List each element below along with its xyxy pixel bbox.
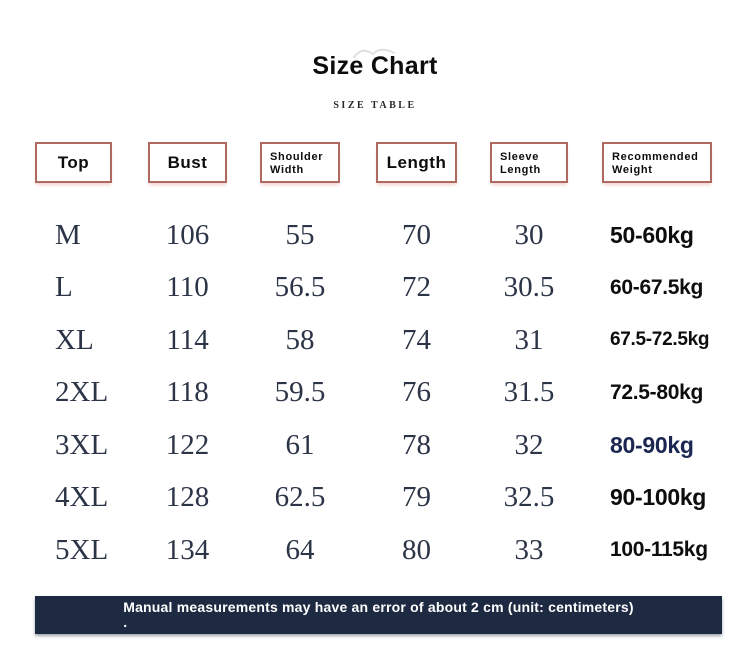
length-cell: 80 <box>402 533 431 566</box>
shoulder-width-cell: 62.5 <box>274 481 326 514</box>
weight-cell: 80-90kg <box>610 431 694 458</box>
header-box: Recommended Weight <box>602 142 712 183</box>
table-body <box>35 209 728 577</box>
shoulder-width-cell: 61 <box>285 428 315 461</box>
weight-cell: 60-67.5kg <box>610 275 704 299</box>
header-box: Shoulder Width <box>260 142 340 183</box>
sleeve-length-cell: 33 <box>514 533 544 566</box>
table-header-row <box>35 142 728 183</box>
sleeve-length-cell: 32 <box>514 428 544 461</box>
shoulder-width-cell: 58 <box>285 323 315 356</box>
bust-cell: 114 <box>166 323 209 356</box>
table-row <box>35 472 728 525</box>
length-cell: 76 <box>402 376 431 409</box>
weight-cell: 50-60kg <box>610 221 694 248</box>
weight-cell: 90-100kg <box>610 484 707 511</box>
weight-cell: 100-115kg <box>610 538 708 562</box>
size-cell: 5XL <box>55 533 109 566</box>
sleeve-length-cell: 30 <box>514 218 544 251</box>
table-row <box>35 524 728 577</box>
table-row <box>35 419 728 472</box>
page-subtitle: SIZE TABLE <box>333 100 417 111</box>
bust-cell: 118 <box>166 376 209 409</box>
header-cell <box>602 142 728 183</box>
shoulder-width-cell: 56.5 <box>274 271 326 304</box>
table-row <box>35 314 728 367</box>
length-cell: 78 <box>402 428 431 461</box>
bust-cell: 122 <box>165 428 210 461</box>
footer-note-banner <box>35 596 722 634</box>
size-cell: M <box>55 218 81 251</box>
size-cell: L <box>55 271 73 304</box>
shoulder-width-cell: 59.5 <box>274 376 326 409</box>
header-box: Sleeve Length <box>490 142 568 183</box>
header-cell <box>148 142 260 183</box>
bust-cell: 134 <box>165 533 210 566</box>
bust-cell: 128 <box>165 481 210 514</box>
size-cell: 4XL <box>55 481 109 514</box>
decorative-swoosh-icon <box>352 44 396 65</box>
bust-cell: 110 <box>166 271 209 304</box>
length-cell: 74 <box>402 323 431 356</box>
size-cell: 2XL <box>55 376 109 409</box>
length-cell: 70 <box>402 218 431 251</box>
header-cell <box>35 142 148 183</box>
table-row <box>35 262 728 315</box>
header-box: Length <box>376 142 457 183</box>
page-title: Size Chart <box>312 52 438 80</box>
shoulder-width-cell: 64 <box>285 533 315 566</box>
footer-note-line2: . <box>123 614 128 630</box>
header-box: Bust <box>148 142 227 183</box>
weight-cell: 72.5-80kg <box>610 380 704 404</box>
length-cell: 72 <box>402 271 431 304</box>
header-cell <box>376 142 490 183</box>
weight-cell: 67.5-72.5kg <box>610 329 710 351</box>
table-row <box>35 209 728 262</box>
sleeve-length-cell: 32.5 <box>503 481 555 514</box>
footer-note-text <box>123 596 634 634</box>
size-cell: XL <box>55 323 94 356</box>
title-block <box>0 52 750 81</box>
header-cell <box>260 142 376 183</box>
bust-cell: 106 <box>165 218 210 251</box>
sleeve-length-cell: 31 <box>514 323 544 356</box>
footer-note-line1: Manual measurements may have an error of about 2 cm (unit: centimeters) <box>123 599 634 615</box>
sleeve-length-cell: 30.5 <box>503 271 555 304</box>
sleeve-length-cell: 31.5 <box>503 376 555 409</box>
table-row <box>35 367 728 420</box>
header-cell <box>490 142 602 183</box>
header-box: Top <box>35 142 112 183</box>
size-cell: 3XL <box>55 428 109 461</box>
length-cell: 79 <box>402 481 431 514</box>
shoulder-width-cell: 55 <box>285 218 315 251</box>
